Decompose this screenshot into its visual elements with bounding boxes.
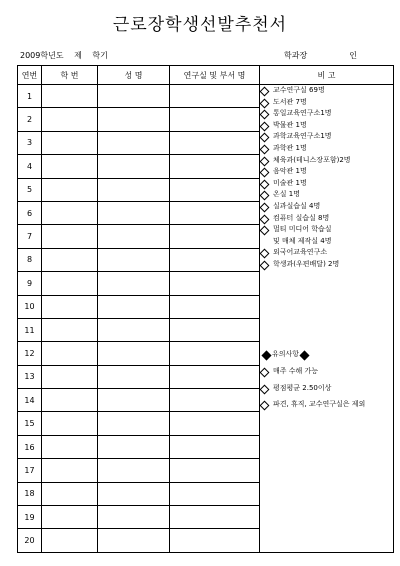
student-name-cell[interactable] — [98, 201, 170, 224]
department-head-label: 학과장 — [284, 51, 308, 60]
note-text: 매주 수해 가능 — [273, 367, 319, 376]
row-number: 7 — [18, 225, 42, 248]
row-number: 18 — [18, 482, 42, 505]
allocation-item — [260, 247, 393, 259]
department-cell[interactable] — [170, 272, 260, 295]
student-id-cell[interactable] — [42, 318, 98, 341]
allocation-text: 미술관 1명 — [273, 178, 307, 187]
note-text: 파견, 휴직, 교수연구실은 제외 — [273, 400, 366, 409]
diamond-bullet-icon — [260, 191, 270, 201]
row-number: 13 — [18, 365, 42, 388]
row-number: 19 — [18, 506, 42, 529]
allocation-text: 컴퓨터 실습실 8명 — [273, 213, 330, 222]
student-name-cell[interactable] — [98, 459, 170, 482]
student-name-cell[interactable] — [98, 365, 170, 388]
student-name-cell[interactable] — [98, 389, 170, 412]
department-cell[interactable] — [170, 412, 260, 435]
allocation-item — [260, 259, 393, 271]
student-id-cell[interactable] — [42, 295, 98, 318]
student-id-cell[interactable] — [42, 248, 98, 271]
department-cell[interactable] — [170, 482, 260, 505]
column-header-name: 성 명 — [98, 66, 170, 85]
table-header-row — [18, 66, 394, 85]
department-head-signature — [284, 50, 357, 61]
allocation-text: 통일교육연구소1명 — [273, 109, 332, 118]
student-id-cell[interactable] — [42, 389, 98, 412]
student-name-cell[interactable] — [98, 295, 170, 318]
student-name-cell[interactable] — [98, 272, 170, 295]
seal-label: 인 — [349, 51, 357, 60]
student-id-cell[interactable] — [42, 178, 98, 201]
diamond-bullet-icon — [260, 110, 270, 120]
student-name-cell[interactable] — [98, 318, 170, 341]
row-number: 17 — [18, 459, 42, 482]
student-name-cell[interactable] — [98, 482, 170, 505]
notes-title: 유의사항 — [272, 349, 300, 358]
notes-heading — [260, 349, 393, 361]
allocation-item — [260, 85, 393, 97]
filled-diamond-icon — [262, 350, 272, 360]
school-year-line — [20, 50, 116, 61]
note-text: 평점평균 2.50이상 — [273, 383, 332, 392]
department-cell[interactable] — [170, 155, 260, 178]
department-cell[interactable] — [170, 178, 260, 201]
diamond-bullet-icon — [260, 87, 270, 97]
row-number: 5 — [18, 178, 42, 201]
row-number: 15 — [18, 412, 42, 435]
department-cell[interactable] — [170, 365, 260, 388]
remarks-cell — [260, 85, 394, 553]
row-number: 6 — [18, 201, 42, 224]
diamond-bullet-icon — [260, 202, 270, 212]
document-title: 근로장학생선발추천서 — [112, 15, 288, 35]
student-id-cell[interactable] — [42, 342, 98, 365]
student-id-cell[interactable] — [42, 412, 98, 435]
department-cell[interactable] — [170, 435, 260, 458]
allocation-text: 박물관 1명 — [273, 120, 307, 129]
filled-diamond-icon — [300, 350, 310, 360]
student-id-cell[interactable] — [42, 435, 98, 458]
department-cell[interactable] — [170, 318, 260, 341]
department-cell[interactable] — [170, 529, 260, 552]
diamond-bullet-icon — [260, 401, 270, 411]
student-name-cell[interactable] — [98, 435, 170, 458]
allocation-item — [260, 108, 393, 120]
diamond-bullet-icon — [260, 156, 270, 166]
allocation-item — [260, 178, 393, 190]
allocation-text: 교수연구실 69명 — [273, 86, 325, 94]
row-number: 16 — [18, 435, 42, 458]
student-id-cell[interactable] — [42, 482, 98, 505]
allocation-text: 체육과(테니스장포함)2명 — [273, 155, 351, 164]
column-header-student-id: 학 번 — [42, 66, 98, 85]
diamond-bullet-icon — [260, 249, 270, 259]
allocation-text: 과학교육연구소1명 — [273, 132, 332, 141]
diamond-bullet-icon — [260, 121, 270, 131]
allocation-continuation: 및 매체 제작실 4명 — [273, 236, 332, 245]
column-header-remarks: 비 고 — [260, 66, 394, 85]
row-number: 14 — [18, 389, 42, 412]
diamond-bullet-icon — [260, 226, 270, 236]
remarks-spacer — [260, 271, 393, 349]
department-cell[interactable] — [170, 131, 260, 154]
department-cell[interactable] — [170, 201, 260, 224]
row-number: 9 — [18, 272, 42, 295]
allocation-item — [260, 213, 393, 225]
allocation-item — [260, 166, 393, 178]
allocation-list — [260, 85, 393, 236]
column-header-department: 연구실 및 부서 명 — [170, 66, 260, 85]
row-number: 11 — [18, 318, 42, 341]
diamond-bullet-icon — [260, 260, 270, 270]
allocation-item — [260, 131, 393, 143]
allocation-item — [260, 201, 393, 213]
allocation-text: 실과실습실 4명 — [273, 201, 321, 210]
student-name-cell[interactable] — [98, 155, 170, 178]
diamond-bullet-icon — [260, 168, 270, 178]
student-name-cell[interactable] — [98, 108, 170, 131]
department-cell[interactable] — [170, 85, 260, 108]
student-name-cell[interactable] — [98, 248, 170, 271]
school-year: 2009학년도 — [20, 51, 64, 60]
student-name-cell[interactable] — [98, 85, 170, 108]
diamond-bullet-icon — [260, 384, 270, 394]
department-cell[interactable] — [170, 248, 260, 271]
student-name-cell[interactable] — [98, 178, 170, 201]
row-number: 2 — [18, 108, 42, 131]
student-id-cell[interactable] — [42, 108, 98, 131]
allocation-item — [260, 155, 393, 167]
recommendation-table — [17, 65, 394, 553]
row-number: 12 — [18, 342, 42, 365]
student-id-cell[interactable] — [42, 201, 98, 224]
semester-label: 학기 — [92, 51, 108, 60]
note-item — [260, 366, 393, 378]
allocation-list-continued — [260, 247, 393, 270]
department-cell[interactable] — [170, 389, 260, 412]
student-id-cell[interactable] — [42, 85, 98, 108]
allocation-text: 멀티 미디어 학습실 — [273, 225, 332, 234]
allocation-item — [260, 120, 393, 132]
student-name-cell[interactable] — [98, 506, 170, 529]
row-number: 4 — [18, 155, 42, 178]
department-cell[interactable] — [170, 459, 260, 482]
allocation-text: 도서관 7명 — [273, 97, 307, 106]
diamond-bullet-icon — [260, 98, 270, 108]
row-number: 1 — [18, 85, 42, 108]
student-id-cell[interactable] — [42, 155, 98, 178]
allocation-text: 음악관 1명 — [273, 167, 307, 176]
student-id-cell[interactable] — [42, 365, 98, 388]
department-cell[interactable] — [170, 506, 260, 529]
table-row — [18, 85, 394, 108]
row-number: 10 — [18, 295, 42, 318]
student-id-cell[interactable] — [42, 225, 98, 248]
term-label: 제 — [74, 51, 82, 60]
diamond-bullet-icon — [260, 145, 270, 155]
diamond-bullet-icon — [260, 214, 270, 224]
row-number: 3 — [18, 131, 42, 154]
row-number: 8 — [18, 248, 42, 271]
note-item — [260, 383, 393, 395]
student-name-cell[interactable] — [98, 342, 170, 365]
allocation-item — [260, 97, 393, 109]
student-name-cell[interactable] — [98, 412, 170, 435]
student-name-cell[interactable] — [98, 225, 170, 248]
student-id-cell[interactable] — [42, 506, 98, 529]
allocation-item — [260, 224, 393, 236]
allocation-text: 외국어교육연구소 — [273, 248, 328, 257]
department-cell[interactable] — [170, 295, 260, 318]
student-id-cell[interactable] — [42, 459, 98, 482]
notes-list — [260, 366, 393, 411]
diamond-bullet-icon — [260, 179, 270, 189]
student-id-cell[interactable] — [42, 272, 98, 295]
allocation-item — [260, 189, 393, 201]
student-name-cell[interactable] — [98, 529, 170, 552]
student-id-cell[interactable] — [42, 529, 98, 552]
allocation-text: 학생과(우편배달) 2명 — [273, 259, 340, 268]
allocation-text: 온실 1명 — [273, 190, 300, 199]
note-item — [260, 399, 393, 411]
department-cell[interactable] — [170, 108, 260, 131]
allocation-item — [260, 143, 393, 155]
diamond-bullet-icon — [260, 368, 270, 378]
department-cell[interactable] — [170, 342, 260, 365]
department-cell[interactable] — [170, 225, 260, 248]
student-id-cell[interactable] — [42, 131, 98, 154]
diamond-bullet-icon — [260, 133, 270, 143]
student-name-cell[interactable] — [98, 131, 170, 154]
allocation-text: 과학관 1명 — [273, 143, 307, 152]
column-header-no: 연번 — [18, 66, 42, 85]
row-number: 20 — [18, 529, 42, 552]
